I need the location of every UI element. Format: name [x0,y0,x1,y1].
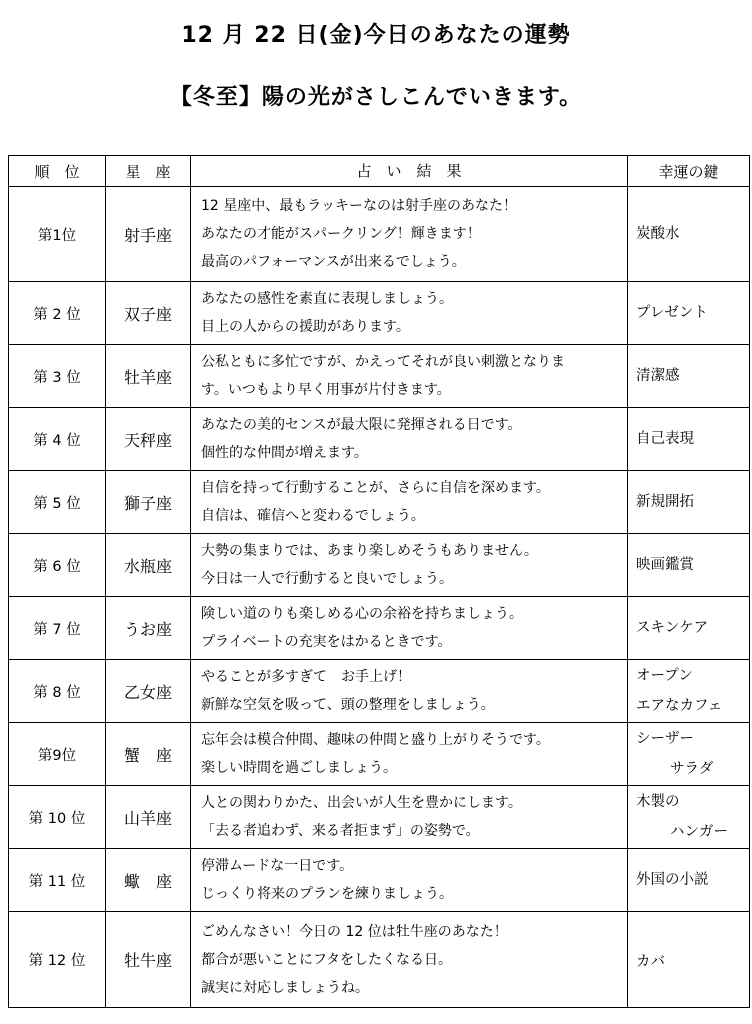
rank-cell: 第 2 位 [9,282,106,345]
sign-cell: 蠍 座 [106,849,191,912]
result-cell [191,282,628,345]
lucky-cell [628,786,750,849]
page-title: 12 月 22 日(金)今日のあなたの運勢 [181,23,571,48]
lucky-line: 外国の小説 [636,872,709,888]
lucky-line: 自己表現 [636,431,694,447]
lucky-cell [628,660,750,723]
result-line: あなたの美的センスが最大限に発揮される日です。 [201,417,522,433]
table-row [9,534,750,597]
result-line: 人との関わりかた、出会いが人生を豊かにします。 [201,795,522,811]
result-line: 今日は一人で行動すると良いでしょう。 [201,571,453,587]
result-cell [191,849,628,912]
rank-cell: 第 4 位 [9,408,106,471]
table-body [9,187,750,1008]
lucky-line: 映画鑑賞 [636,557,694,573]
lucky-cell [628,187,750,282]
lucky-cell [628,912,750,1008]
lucky-cell [628,345,750,408]
result-line: 都合が悪いことにフタをしたくなる日。 [201,951,453,968]
sign-cell: 乙女座 [106,660,191,723]
result-line: 誠実に対応しましょうね。 [201,979,369,996]
result-cell [191,723,628,786]
table-row [9,282,750,345]
lucky-line: スキンケア [636,620,709,636]
sign-cell: 蟹 座 [106,723,191,786]
table-row [9,408,750,471]
header-result: 占 い 結 果 [191,156,628,187]
lucky-line: 新規開拓 [636,494,694,510]
lucky-line: 清潔感 [636,368,680,384]
table-row [9,660,750,723]
rank-cell: 第9位 [9,723,106,786]
rank-cell: 第 11 位 [9,849,106,912]
result-line: 12 星座中、最もラッキーなのは射手座のあなた！ [201,198,517,214]
table-row [9,597,750,660]
header-lucky: 幸運の鍵 [628,156,750,187]
sign-cell: 牡羊座 [106,345,191,408]
lucky-line: プレゼント [636,305,708,321]
sign-cell: 双子座 [106,282,191,345]
result-line: あなたの感性を素直に表現しましょう。 [201,291,453,307]
result-line: す。いつもより早く用事が片付きます。 [201,382,451,398]
result-line: ごめんなさい！今日の 12 位は牡牛座のあなた！ [201,923,508,940]
result-line: 「去る者追わず、来る者拒まず」の姿勢で。 [201,823,480,839]
table-row [9,471,750,534]
result-line: 停滞ムードな一日です。 [201,858,354,874]
result-line: 公私ともに多忙ですが、かえってそれが良い刺激となりま [201,354,565,370]
result-line: 最高のパフォーマンスが出来るでしょう。 [201,254,466,270]
result-cell [191,408,628,471]
result-line: あなたの才能がスパークリング！輝きます！ [201,226,481,242]
sign-cell: 山羊座 [106,786,191,849]
table-row [9,723,750,786]
table-row [9,912,750,1008]
result-line: 大勢の集まりでは、あまり楽しめそうもありません。 [201,543,538,559]
result-line: プライベートの充実をはかるときです。 [201,634,452,650]
lucky-cell [628,849,750,912]
rank-cell: 第1位 [9,187,106,282]
sign-cell: 水瓶座 [106,534,191,597]
result-line: やることが多すぎて お手上げ！ [201,669,411,685]
table-row [9,786,750,849]
lucky-cell [628,597,750,660]
result-cell [191,912,628,1008]
sign-cell: 射手座 [106,187,191,282]
table-row [9,187,750,282]
header-rank: 順 位 [9,156,106,187]
rank-cell: 第 7 位 [9,597,106,660]
table-row [9,345,750,408]
lucky-cell [628,282,750,345]
rank-cell: 第 10 位 [9,786,106,849]
lucky-cell [628,723,750,786]
result-line: 楽しい時間を過ごしましょう。 [201,760,397,776]
lucky-cell [628,408,750,471]
table-row [9,849,750,912]
result-line: じっくり将来のプランを練りましょう。 [201,886,453,902]
lucky-line: 木製の [636,794,680,810]
result-cell [191,534,628,597]
sign-cell: 獅子座 [106,471,191,534]
table-header-row [9,156,750,187]
lucky-line: ハンガー [670,824,728,840]
result-cell [191,597,628,660]
rank-cell: 第 3 位 [9,345,106,408]
rank-cell: 第 8 位 [9,660,106,723]
result-line: 自信は、確信へと変わるでしょう。 [201,508,425,524]
result-cell [191,471,628,534]
lucky-line: シーザー [636,731,694,747]
fortune-table [8,155,750,1008]
result-cell [191,187,628,282]
result-line: 忘年会は模合仲間、趣味の仲間と盛り上がりそうです。 [201,732,550,748]
result-line: 目上の人からの援助があります。 [201,319,410,335]
sign-cell: 牡牛座 [106,912,191,1008]
header-sign: 星 座 [106,156,191,187]
result-cell [191,660,628,723]
result-line: 険しい道のりも楽しめる心の余裕を持ちましょう。 [201,606,523,622]
lucky-line: 炭酸水 [636,226,680,242]
rank-cell: 第 12 位 [9,912,106,1008]
sign-cell: うお座 [106,597,191,660]
lucky-cell [628,471,750,534]
lucky-line: エアなカフェ [636,698,723,714]
result-line: 新鮮な空気を吸って、頭の整理をしましょう。 [201,697,495,713]
lucky-cell [628,534,750,597]
result-cell [191,786,628,849]
sign-cell: 天秤座 [106,408,191,471]
lucky-line: オープン [636,668,693,684]
rank-cell: 第 5 位 [9,471,106,534]
result-cell [191,345,628,408]
result-line: 個性的な仲間が増えます。 [201,445,368,461]
result-line: 自信を持って行動することが、さらに自信を深めます。 [201,480,550,496]
lucky-line: カバ [636,953,665,970]
page-subtitle: 【冬至】陽の光がさしこんでいきます。 [169,85,583,110]
rank-cell: 第 6 位 [9,534,106,597]
lucky-line: サラダ [670,761,714,777]
